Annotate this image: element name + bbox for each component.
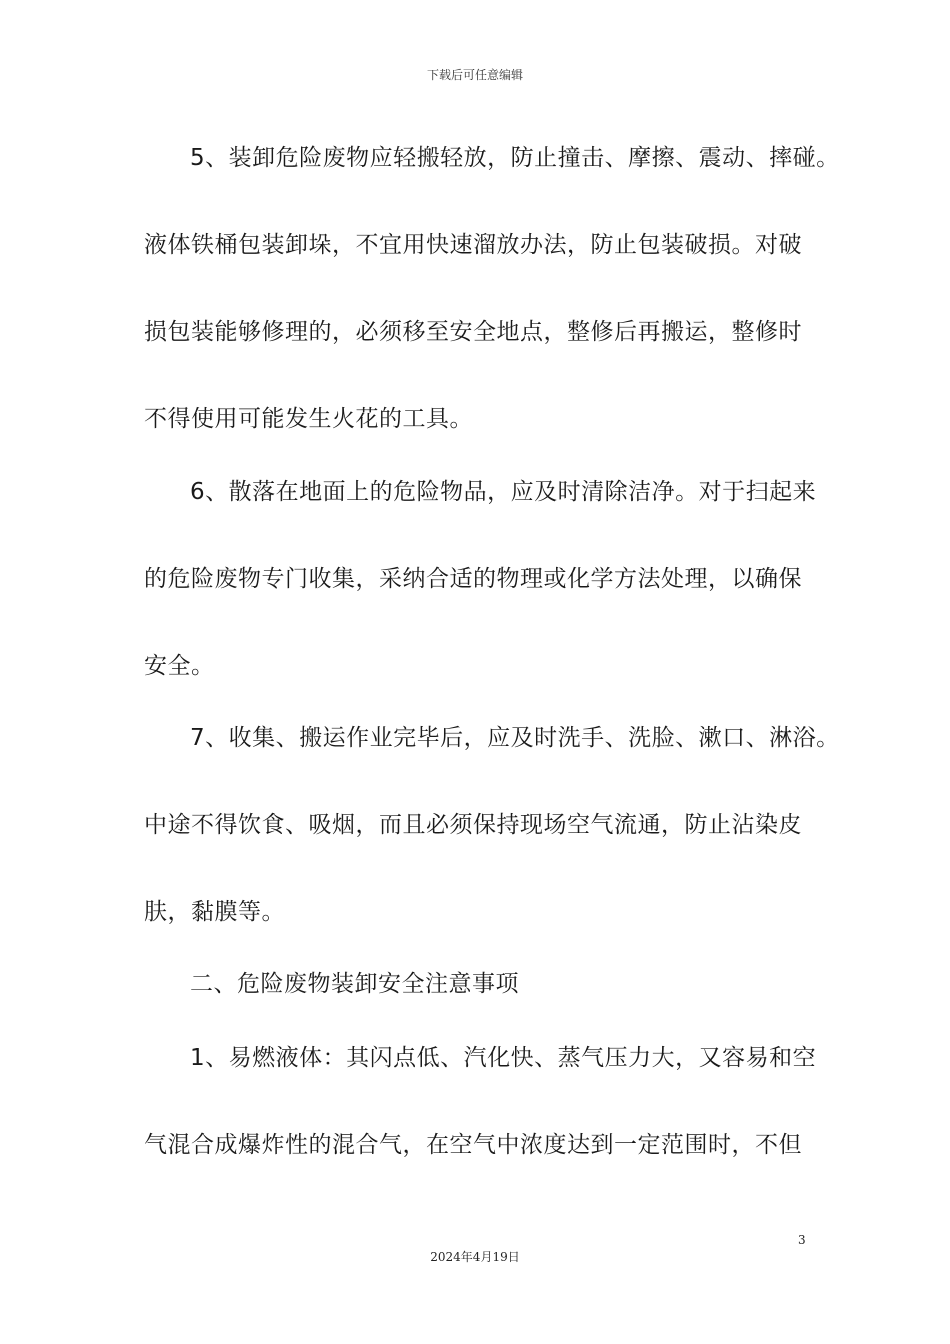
paragraph-5-line-2: 液体铁桶包装卸垛，不宜用快速溜放办法，防止包装破损。对破: [144, 232, 802, 258]
paragraph-7-line-1: 7、收集、搬运作业完毕后，应及时洗手、洗脸、漱口、淋浴。: [190, 725, 840, 751]
footer-date: 2024年4月19日: [430, 1250, 520, 1264]
paragraph-1-line-2: 气混合成爆炸性的混合气，在空气中浓度达到一定范围时，不但: [144, 1132, 802, 1158]
paragraph-5-line-1: 5、装卸危险废物应轻搬轻放，防止撞击、摩擦、震动、摔碰。: [190, 145, 840, 171]
paragraph-5-line-3: 损包装能够修理的，必须移至安全地点，整修后再搬运，整修时: [144, 319, 802, 345]
page-header: 下载后可任意编辑: [426, 68, 523, 82]
paragraph-6-line-2: 的危险废物专门收集，采纳合适的物理或化学方法处理，以确保: [144, 566, 802, 592]
paragraph-6-line-1: 6、散落在地面上的危险物品，应及时清除洁净。对于扫起来: [190, 479, 817, 505]
paragraph-7-line-3: 肤，黏膜等。: [144, 899, 285, 925]
paragraph-1-line-1: 1、易燃液体：其闪点低、汽化快、蒸气压力大，又容易和空: [190, 1045, 817, 1071]
paragraph-5-line-4: 不得使用可能发生火花的工具。: [144, 406, 473, 432]
paragraph-7-line-2: 中途不得饮食、吸烟，而且必须保持现场空气流通，防止沾染皮: [144, 812, 802, 838]
page-number: 3: [798, 1233, 806, 1247]
section-heading-2: 二、危险废物装卸安全注意事项: [190, 971, 519, 997]
paragraph-6-line-3: 安全。: [144, 653, 215, 679]
